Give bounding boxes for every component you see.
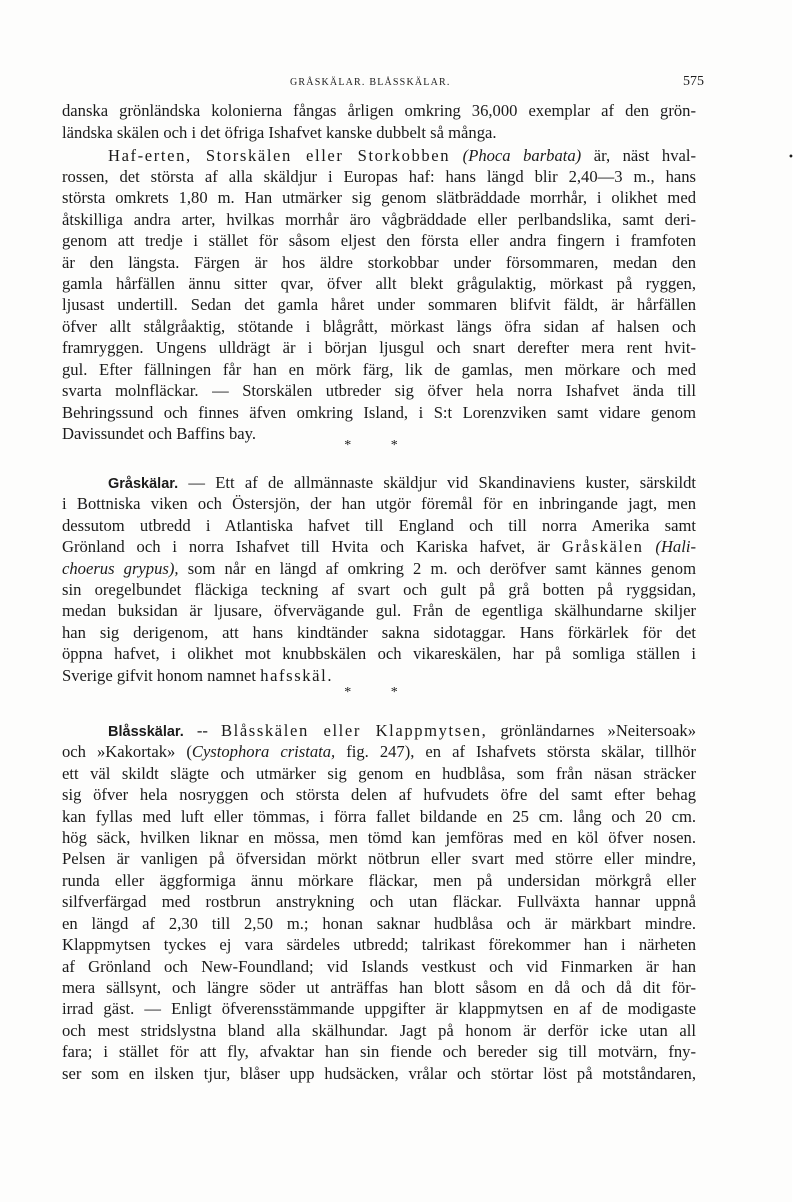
text-line: ljusast undertill. Sedan det gamla håret under sommaren blifvit fäldt, är hårfällen [62,295,696,314]
text-line: dessutom utbredd i Atlantiska hafvet till England och till norra Amerika samt [62,516,696,535]
paragraph-start-graskalar [108,472,696,493]
text-line: silfverfärgad med rostbrun anstrykning och utan fläckar. Fullväxta hannar uppnå [62,892,696,911]
text-run: är, näst hval- [593,146,696,165]
text-run: Sverige gifvit honom namnet [62,666,257,685]
text-line [62,536,696,557]
section-separator: * * [344,685,416,700]
text-line: är den längsta. Färgen är hos äldre storkobbar under försommaren, medan den [62,253,696,272]
text-line: irrad gäst. — Enligt öfverensstämmande uppgifter är klappmytsen en af de modigaste [62,999,696,1018]
paragraph-start-storkobben [108,145,696,166]
latin-name: (Phoca barbata) [462,146,582,165]
text-line: genom att tredje i stället för såsom eljest den första eller andra fingern i framfoten [62,231,696,250]
text-run: — Ett af de allmännaste skäldjur vid Skandinaviens kuster, särskildt [188,473,696,492]
text-line: danska grönländska kolonierna fångas årligen omkring 36,000 exemplar af den grön- [62,101,696,120]
spaced-term: Haf-erten, Storskälen eller Storkobben [108,146,451,165]
page-number: 575 [683,74,704,89]
text-line: Pelsen är vanligen på öfversidan mörkt nötbrun eller svart med större eller mindre, [62,849,696,868]
spaced-term: Blåsskälen eller Klappmytsen, [220,721,488,740]
section-heading: Blåsskälar. [108,724,184,740]
text-line: framryggen. Ungens ulldrägt är i början ljusgul och snart derefter mera rent hvit- [62,338,696,357]
text-line: sig öfver hela nosryggen och största delen af hufvudets öfre del samt efter behag [62,785,696,804]
text-line: åtskilliga andra arter, hvilkas morrhår äro vågbräddade eller perlbandslika, samt deri- [62,210,696,229]
spaced-term: hafsskäl. [260,666,334,685]
text-line: Davissundet och Baffins bay. [62,424,257,443]
text-line [62,558,696,579]
text-line: ser som en ilsken tjur, blåser upp hudsäcken, vrålar och störtar löst på motståndaren, [62,1064,696,1083]
spaced-term: Gråskälen [561,537,644,556]
latin-name: choerus grypus), [62,559,179,578]
text-line: ett väl skildt slägte och utmärker sig genom en hudblåsa, som från näsan sträcker [62,764,696,783]
text-line [62,665,696,686]
text-run: och »Kakortak» ( [62,742,192,761]
text-line [62,741,696,762]
text-line: svarta molnfläckar. — Storskälen utbreder sig öfver hela norra Ishafvet ända till [62,381,696,400]
text-line: gamla hårfällen ännu sitter qvar, öfver allt blekt grågulaktig, mörkast på ryggen, [62,274,696,293]
text-line: och mest stridslystna bland alla skälhundar. Jagt på honom är derför icke utan all [62,1021,696,1040]
text-line: största omkrets 1,80 m. Han utmärker sig genom slätbräddade morrhår, i olikhet med [62,188,696,207]
text-run: grönländarnes »Neitersoak» [500,721,696,740]
paragraph-start-blasskalar [108,720,696,741]
text-line: sin oregelbundet fläckiga teckning af svart och gult på grå botten på ryggsidan, [62,580,696,599]
text-line: en längd af 2,30 till 2,50 m.; honan saknar hudblåsa och är märkbart mindre. [62,914,696,933]
margin-mark: • [788,152,794,163]
text-run: som når en längd af omkring 2 m. och deröfver samt kännes genom [187,559,697,578]
text-line: Behringssund och finnes äfven omkring Island, i S:t Lorenzviken samt vidare genom [62,403,696,422]
text-line: gul. Efter fällningen får han en mörk färg, lik de gamlas, men mörkare och med [62,360,696,379]
section-separator: * * [344,438,416,453]
text-line: hög säck, hvilken liknar en mössa, men tömd kan jemföras med en köl öfver nosen. [62,828,696,847]
text-line: medan buksidan är ljusare, öfvervägande gul. Från de egentliga skälhundarne skiljer [62,601,696,620]
text-run: -- [196,721,208,740]
section-heading: Gråskälar. [108,476,179,492]
text-line: af Grönland och New-Foundland; vid Islands vestkust och vid Finmarken är han [62,957,696,976]
text-run: fig. 247), en af Ishafvets största skälar, tillhör [346,742,696,761]
text-line: öfver allt stålgråaktig, stötande i blågrått, mörkast längs öfra sidan af halsen och [62,317,696,336]
running-title: GRÅSKÄLAR. BLÅSSKÄLAR. [290,77,451,88]
text-line: Klappmytsen tyckes ej vara särdeles utbredd; talrikast förekommer han i närheten [62,935,696,954]
text-line: mera sällsynt, och längre söder ut anträffas han blott såsom en då och då dit för- [62,978,696,997]
text-line: öppna hafvet, i olikhet mot knubbskälen och vikareskälen, har på somliga ställen i [62,644,696,663]
text-line: kan fyllas med luft eller tömmas, i förra fallet bildande en 25 cm. lång och 20 cm. [62,807,696,826]
latin-name: Cystophora cristata, [191,742,336,761]
text-line: fara; i stället för att fly, afvaktar han sin fiende och bereder sig till motvärn, fny- [62,1042,696,1061]
text-line: ländska skälen och i det öfriga Ishafvet kanske dubbelt så många. [62,123,497,142]
text-line: han sig derigenom, att hans kindtänder sakna sidotaggar. Hans förkärlek för det [62,623,696,642]
text-line: runda eller äggformiga ännu mörkare fläckar, men på undersidan mörkgrå eller [62,871,696,890]
text-run: Grönland och i norra Ishafvet till Hvita och Kariska hafvet, är [62,537,550,556]
text-line: rossen, det största af alla skäldjur i Europas haf: hans längd blir 2,40—3 m., hans [62,167,696,186]
latin-name: (Hali- [655,537,696,556]
text-line: i Bottniska viken och Östersjön, der han utgör föremål för en inbringande jagt, men [62,494,696,513]
